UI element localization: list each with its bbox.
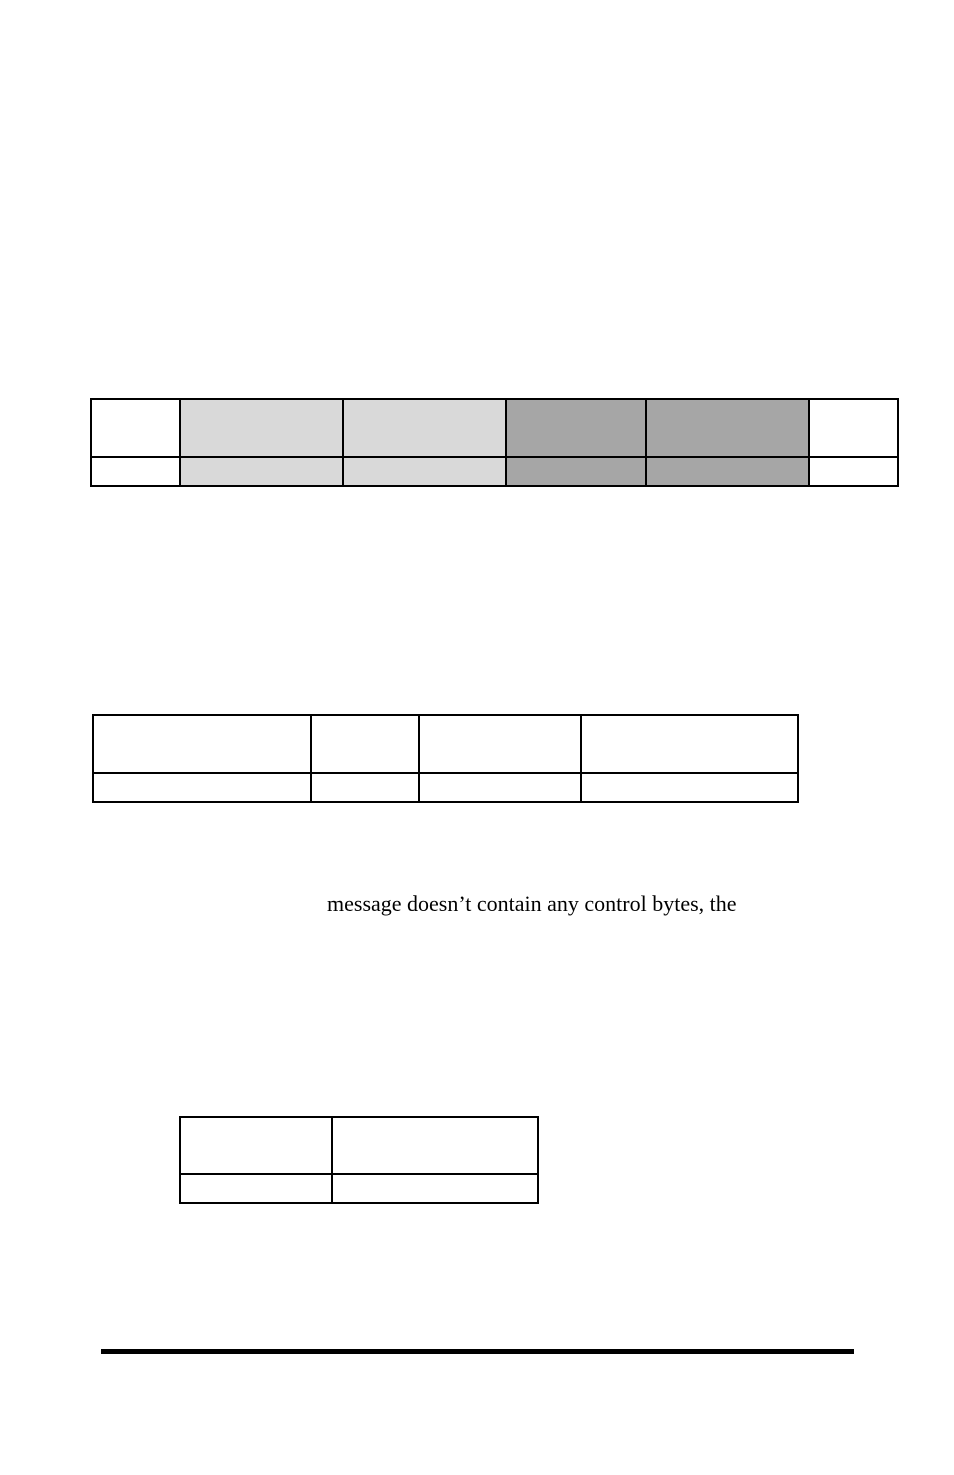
table-cell-dark-shaded [646, 399, 809, 457]
footer-divider [101, 1349, 854, 1354]
table-cell-dark-shaded [506, 399, 646, 457]
table-row [180, 1174, 538, 1203]
table-cell-dark-shaded [506, 457, 646, 486]
table-cell [332, 1174, 538, 1203]
table-cell [581, 773, 798, 802]
table-cell-light-shaded [343, 457, 506, 486]
table-row [180, 1117, 538, 1174]
table-cell [180, 1174, 332, 1203]
table-cell [581, 715, 798, 773]
table-cell [419, 773, 581, 802]
message-structure-table [92, 714, 799, 803]
table-cell [180, 1117, 332, 1174]
table-cell-dark-shaded [646, 457, 809, 486]
table-cell [311, 715, 419, 773]
table-cell [809, 457, 898, 486]
table-row [91, 399, 898, 457]
frame-structure-table [90, 398, 899, 487]
table-cell [91, 399, 180, 457]
body-paragraph: message doesn’t contain any control bytes, the [327, 891, 737, 916]
table-cell [311, 773, 419, 802]
table-cell [419, 715, 581, 773]
table-cell-light-shaded [343, 399, 506, 457]
reply-structure-table [179, 1116, 539, 1204]
table-row [91, 457, 898, 486]
table-cell-light-shaded [180, 399, 343, 457]
table-row [93, 773, 798, 802]
table-cell [332, 1117, 538, 1174]
table-cell [91, 457, 180, 486]
table-cell [93, 715, 311, 773]
table-cell [809, 399, 898, 457]
table-row [93, 715, 798, 773]
table-cell-light-shaded [180, 457, 343, 486]
table-cell [93, 773, 311, 802]
